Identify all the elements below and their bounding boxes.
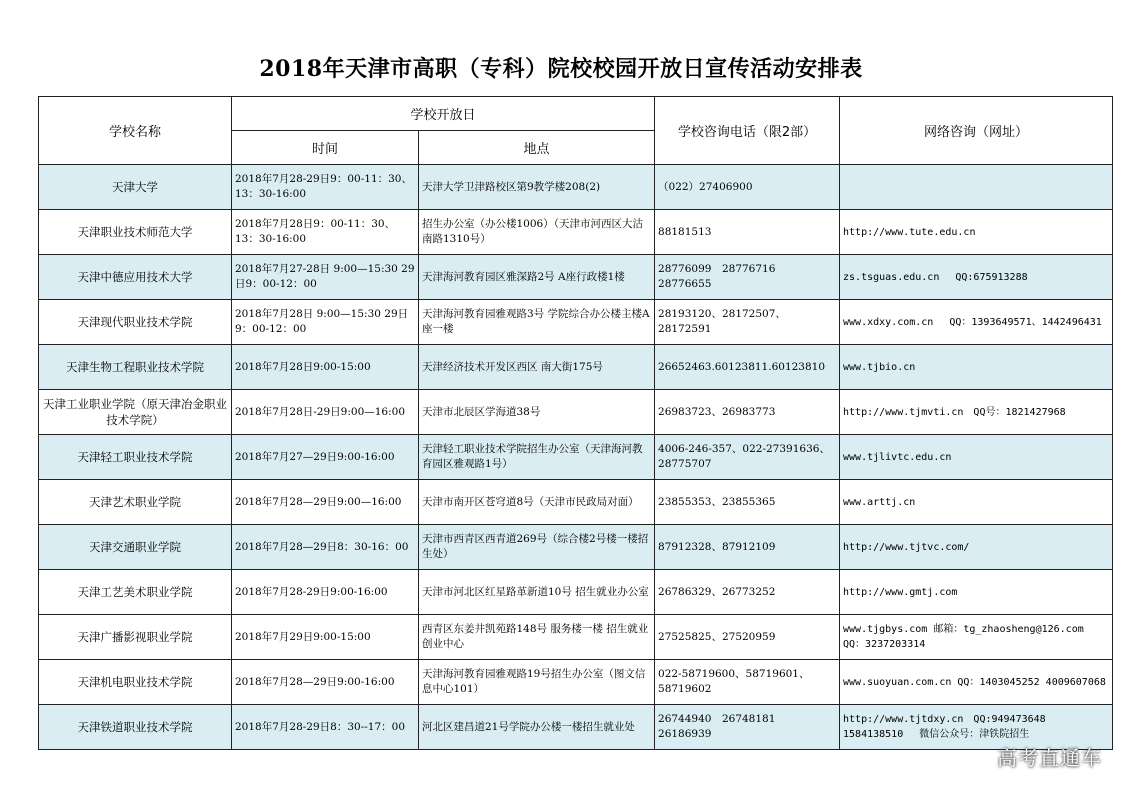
cell-school: 天津中德应用技术大学 xyxy=(39,255,232,300)
schedule-table xyxy=(38,96,1113,750)
cell-phone: 4006-246-357、022-27391636、28775707 xyxy=(655,435,840,480)
header-school: 学校名称 xyxy=(39,97,232,165)
cell-school: 天津艺术职业学院 xyxy=(39,480,232,525)
table-row xyxy=(39,300,1113,345)
table-row xyxy=(39,435,1113,480)
cell-time: 2018年7月28-29日8：30--17：00 xyxy=(232,705,419,750)
cell-school: 天津职业技术师范大学 xyxy=(39,210,232,255)
table-row xyxy=(39,345,1113,390)
cell-time: 2018年7月28日 9:00—15:30 29日9：00-12：00 xyxy=(232,300,419,345)
cell-web xyxy=(840,165,1113,210)
cell-web: zs.tsguas.edu.cn QQ:675913288 xyxy=(840,255,1113,300)
cell-place: 天津市南开区苍穹道8号（天津市民政局对面） xyxy=(419,480,655,525)
cell-time: 2018年7月29日9:00-15:00 xyxy=(232,615,419,660)
cell-school: 天津铁道职业技术学院 xyxy=(39,705,232,750)
cell-place: 河北区建昌道21号学院办公楼一楼招生就业处 xyxy=(419,705,655,750)
cell-time: 2018年7月28日-29日9:00—16:00 xyxy=(232,390,419,435)
table-row xyxy=(39,705,1113,750)
cell-school: 天津交通职业学院 xyxy=(39,525,232,570)
cell-web: www.suoyuan.com.cn QQ：1403045252 4009607068 xyxy=(840,660,1113,705)
cell-place: 天津市河北区红星路革新道10号 招生就业办公室 xyxy=(419,570,655,615)
cell-web: www.tjgbys.com 邮箱：tg_zhaosheng@126.com QQ：3237203314 xyxy=(840,615,1113,660)
cell-web: http://www.gmtj.com xyxy=(840,570,1113,615)
cell-school: 天津轻工职业技术学院 xyxy=(39,435,232,480)
header-open-day: 学校开放日 xyxy=(232,97,655,131)
cell-time: 2018年7月28-29日9：00-11：30、13：30-16:00 xyxy=(232,165,419,210)
table-row xyxy=(39,255,1113,300)
cell-phone: 022-58719600、58719601、58719602 xyxy=(655,660,840,705)
header-web: 网络咨询（网址） xyxy=(840,97,1113,165)
cell-school: 天津现代职业技术学院 xyxy=(39,300,232,345)
cell-place: 天津轻工职业技术学院招生办公室（天津海河教育园区雅观路1号） xyxy=(419,435,655,480)
cell-school: 天津机电职业技术学院 xyxy=(39,660,232,705)
cell-place: 天津海河教育园雅观路3号 学院综合办公楼主楼A座一楼 xyxy=(419,300,655,345)
cell-phone: 27525825、27520959 xyxy=(655,615,840,660)
cell-time: 2018年7月28—29日9:00—16:00 xyxy=(232,480,419,525)
cell-place: 天津市西青区西青道269号（综合楼2号楼一楼招生处） xyxy=(419,525,655,570)
cell-school: 天津工业职业学院（原天津冶金职业技术学院） xyxy=(39,390,232,435)
cell-phone: （022）27406900 xyxy=(655,165,840,210)
cell-phone: 26983723、26983773 xyxy=(655,390,840,435)
cell-phone: 28776099 28776716 28776655 xyxy=(655,255,840,300)
cell-place: 天津海河教育园区雅深路2号 A座行政楼1楼 xyxy=(419,255,655,300)
watermark-text: 高考直通车 xyxy=(997,746,1102,770)
cell-place: 天津经济技术开发区西区 南大街175号 xyxy=(419,345,655,390)
cell-school: 天津广播影视职业学院 xyxy=(39,615,232,660)
header-phone: 学校咨询电话（限2部） xyxy=(655,97,840,165)
cell-school: 天津生物工程职业技术学院 xyxy=(39,345,232,390)
cell-phone: 26744940 26748181 26186939 xyxy=(655,705,840,750)
cell-school: 天津大学 xyxy=(39,165,232,210)
cell-web: www.tjlivtc.edu.cn xyxy=(840,435,1113,480)
cell-place: 招生办公室（办公楼1006）（天津市河西区大沽南路1310号） xyxy=(419,210,655,255)
cell-web: www.tjbio.cn xyxy=(840,345,1113,390)
cell-phone: 88181513 xyxy=(655,210,840,255)
header-place: 地点 xyxy=(419,131,655,165)
table-row xyxy=(39,570,1113,615)
cell-school: 天津工艺美术职业学院 xyxy=(39,570,232,615)
cell-time: 2018年7月28-29日9:00-16:00 xyxy=(232,570,419,615)
cell-phone: 26652463.60123811.60123810 xyxy=(655,345,840,390)
cell-time: 2018年7月28—29日9:00-16:00 xyxy=(232,660,419,705)
cell-time: 2018年7月28日9:00-15:00 xyxy=(232,345,419,390)
cell-phone: 26786329、26773252 xyxy=(655,570,840,615)
cell-time: 2018年7月27—29日9:00-16:00 xyxy=(232,435,419,480)
table-row xyxy=(39,165,1113,210)
cell-phone: 23855353、23855365 xyxy=(655,480,840,525)
cell-web: http://www.tjmvti.cn QQ号：1821427968 xyxy=(840,390,1113,435)
cell-phone: 28193120、28172507、28172591 xyxy=(655,300,840,345)
table-row xyxy=(39,390,1113,435)
cell-time: 2018年7月27-28日 9:00—15:30 29日9：00-12：00 xyxy=(232,255,419,300)
table-row xyxy=(39,480,1113,525)
cell-web: http://www.tjtdxy.cn QQ:949473648 1584138510 微信公众号：津铁院招生 xyxy=(840,705,1113,750)
cell-web: http://www.tute.edu.cn xyxy=(840,210,1113,255)
cell-place: 天津大学卫津路校区第9教学楼208(2) xyxy=(419,165,655,210)
table-row xyxy=(39,525,1113,570)
table-row xyxy=(39,615,1113,660)
cell-place: 天津市北辰区学海道38号 xyxy=(419,390,655,435)
cell-web: www.xdxy.com.cn QQ：1393649571、1442496431 xyxy=(840,300,1113,345)
cell-place: 西青区东姜井凯苑路148号 服务楼一楼 招生就业创业中心 xyxy=(419,615,655,660)
cell-time: 2018年7月28—29日8：30-16：00 xyxy=(232,525,419,570)
cell-web: www.arttj.cn xyxy=(840,480,1113,525)
page-title: 2018年天津市高职（专科）院校校园开放日宣传活动安排表 xyxy=(259,56,863,82)
cell-place: 天津海河教育园雅观路19号招生办公室（图文信息中心101） xyxy=(419,660,655,705)
cell-time: 2018年7月28日9：00-11：30、13：30-16:00 xyxy=(232,210,419,255)
table-row xyxy=(39,660,1113,705)
table-row xyxy=(39,210,1113,255)
cell-web: http://www.tjtvc.com/ xyxy=(840,525,1113,570)
cell-phone: 87912328、87912109 xyxy=(655,525,840,570)
header-time: 时间 xyxy=(232,131,419,165)
